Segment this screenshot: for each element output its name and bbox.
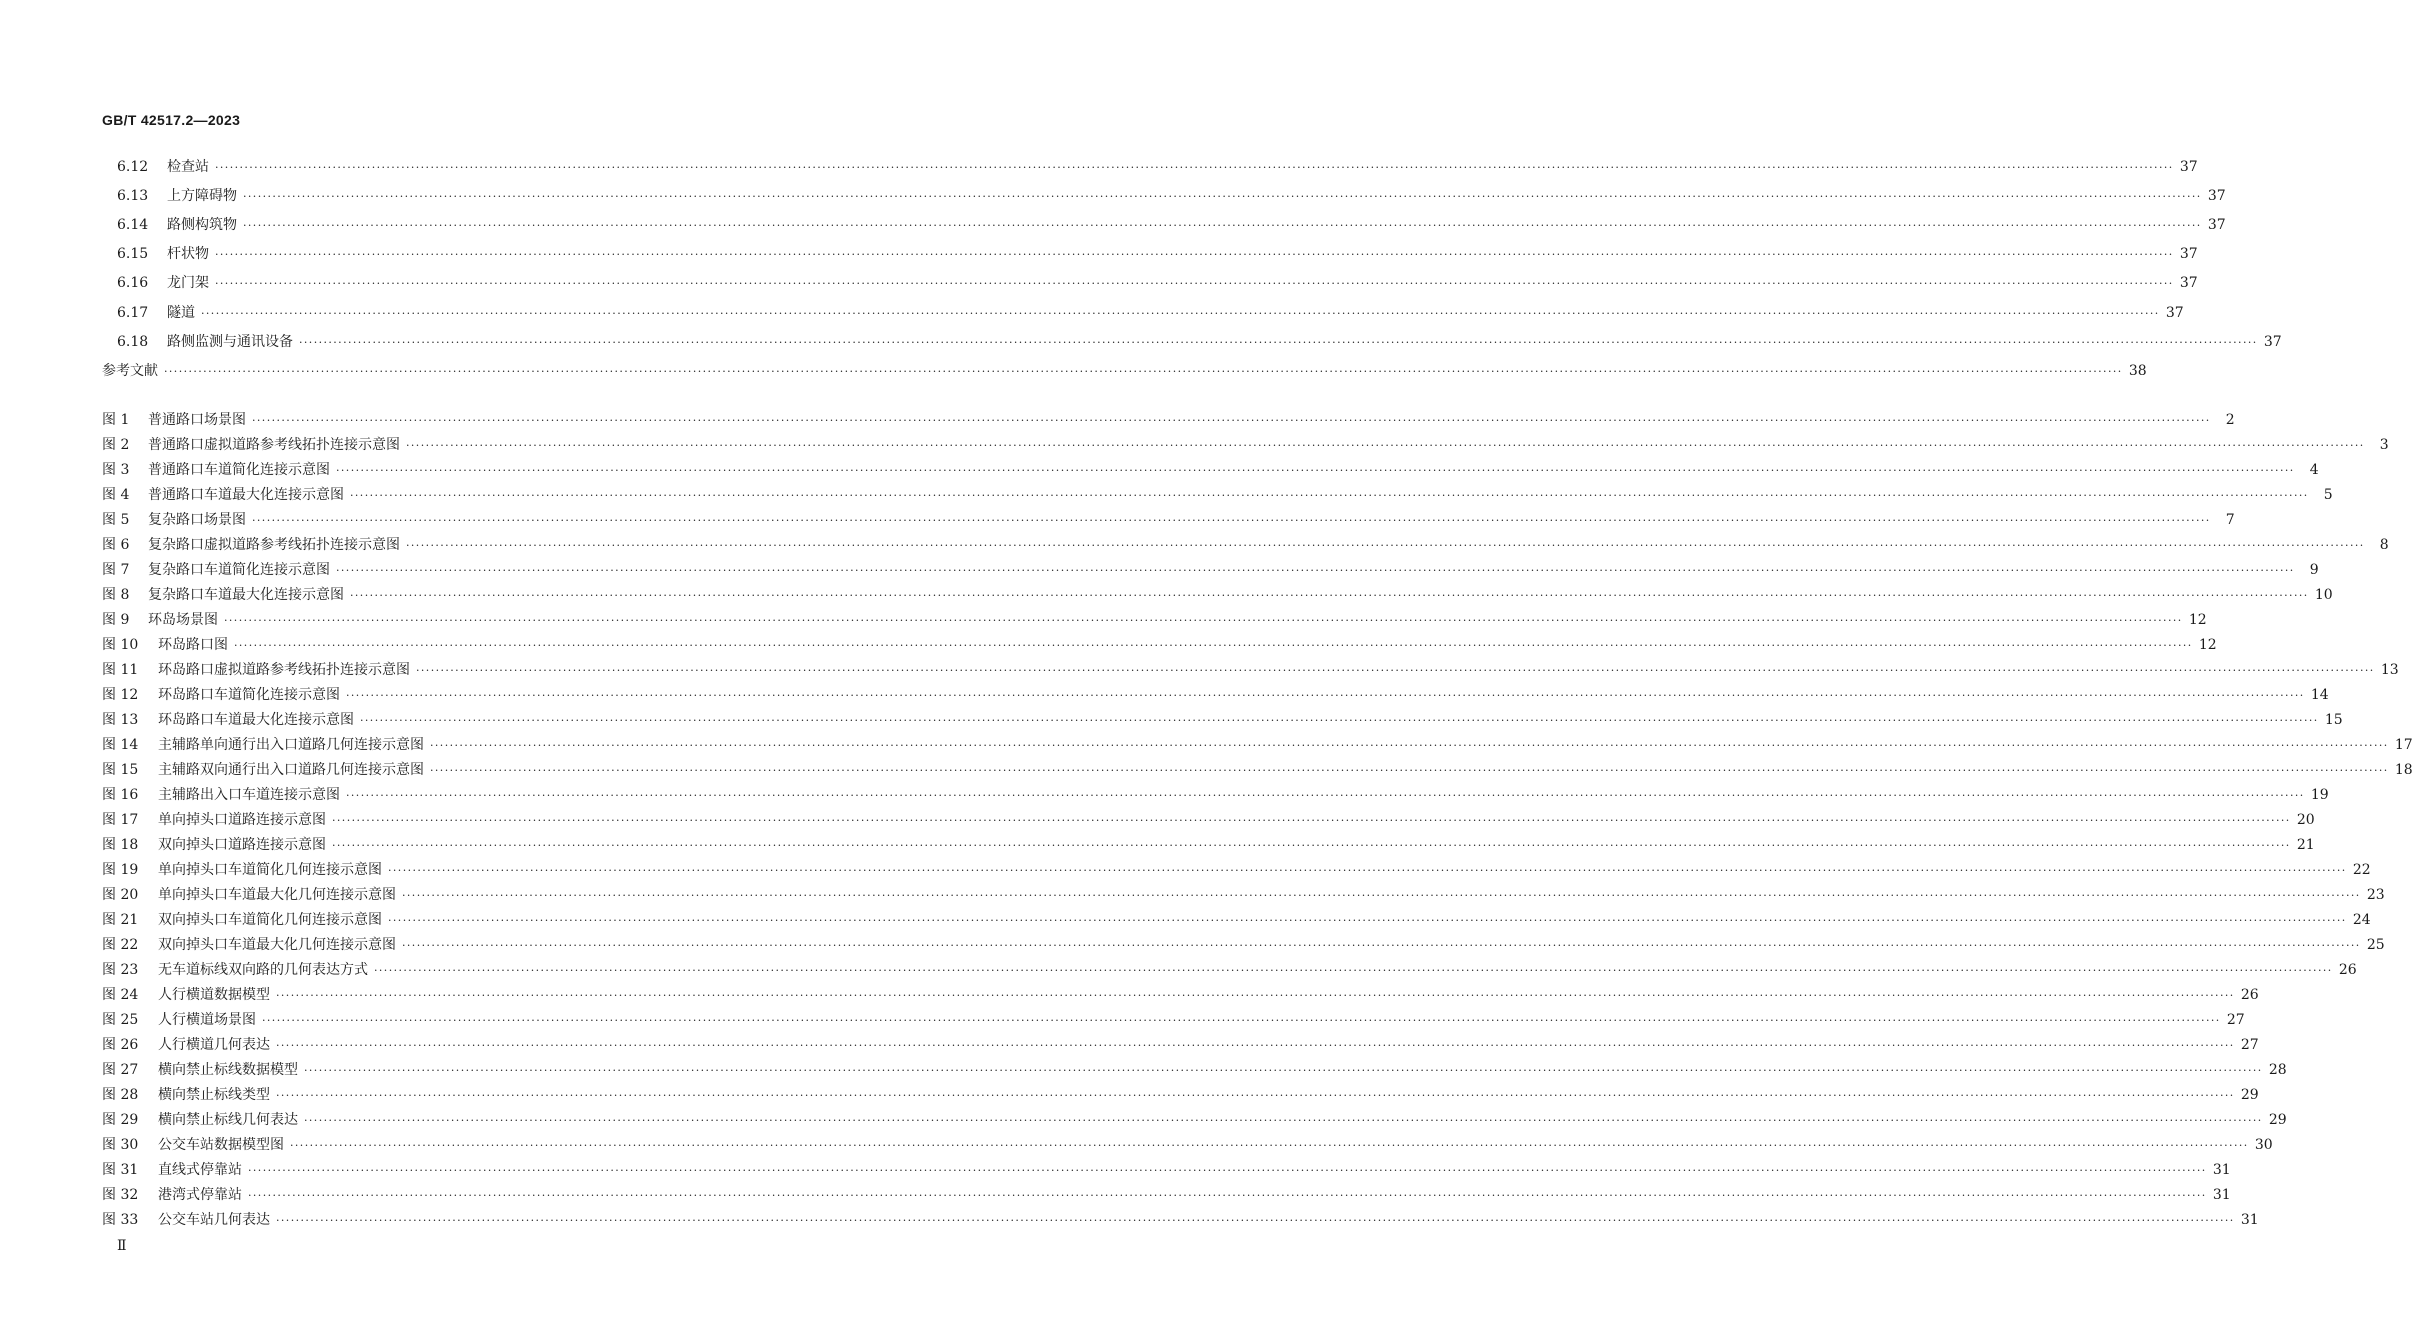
- leader-dots: ················································································································································································································································································································································································································: [406, 439, 2365, 452]
- figure-title: 无车道标线双向路的几何表达方式: [158, 962, 368, 978]
- figure-page: 18: [2394, 762, 2413, 778]
- leader-dots: ················································································································································································································································································································································································································: [276, 1039, 2235, 1052]
- figure-page: 29: [2268, 1112, 2287, 1128]
- figure-number: 图 30: [102, 1137, 139, 1153]
- leader-dots: ················································································································································································································································································································································································································: [360, 714, 2319, 727]
- section-page: 37: [2263, 333, 2282, 350]
- figure-number: 图 2: [102, 437, 130, 453]
- leader-dots: ················································································································································································································································································································································································································: [164, 365, 2123, 378]
- figure-page: 27: [2226, 1012, 2245, 1028]
- figure-page: 13: [2380, 662, 2399, 678]
- leader-dots: ················································································································································································································································································································································································································: [290, 1139, 2249, 1152]
- leader-dots: ················································································································································································································································································································································································································: [248, 1189, 2207, 1202]
- figure-number: 图 4: [102, 487, 130, 503]
- figure-number: 图 33: [102, 1212, 139, 1228]
- figure-toc-entry[interactable]: [102, 1185, 2231, 1205]
- leader-dots: ················································································································································································································································································································································································································: [350, 489, 2309, 502]
- figure-page: 28: [2268, 1062, 2287, 1078]
- figure-number: 图 21: [102, 912, 139, 928]
- figure-page: 9: [2309, 562, 2319, 578]
- figure-page: 7: [2225, 512, 2235, 528]
- figure-page: 31: [2212, 1162, 2231, 1178]
- figure-title: 双向掉头口车道最大化几何连接示意图: [158, 937, 396, 953]
- figure-toc-entry[interactable]: [102, 785, 2329, 805]
- figure-number: 图 25: [102, 1012, 139, 1028]
- leader-dots: ················································································································································································································································································································································································································: [215, 248, 2174, 262]
- figure-title: 环岛路口车道最大化连接示意图: [158, 712, 354, 728]
- figure-title: 双向掉头口车道简化几何连接示意图: [158, 912, 382, 928]
- figure-title: 复杂路口场景图: [148, 512, 246, 528]
- leader-dots: ················································································································································································································································································································································································································: [215, 161, 2174, 174]
- figure-number: 图 16: [102, 787, 139, 803]
- references-title: 参考文献: [102, 363, 158, 379]
- figure-toc-entry[interactable]: [102, 435, 2389, 455]
- figure-title: 直线式停靠站: [158, 1162, 242, 1178]
- leader-dots: ················································································································································································································································································································································································································: [276, 989, 2235, 1002]
- figure-number: 图 17: [102, 812, 139, 828]
- leader-dots: ················································································································································································································································································································································································································: [430, 764, 2389, 777]
- figure-toc-entry[interactable]: [102, 860, 2371, 880]
- section-toc-entry[interactable]: [117, 332, 2282, 352]
- section-number: 6.15: [117, 246, 149, 263]
- section-page: 37: [2207, 217, 2226, 234]
- figure-title: 人行横道场景图: [158, 1012, 256, 1028]
- section-number: 6.18: [117, 333, 149, 350]
- figure-toc-entry[interactable]: [102, 535, 2389, 555]
- section-title: 检查站: [167, 159, 209, 175]
- figure-page: 2: [2225, 412, 2235, 428]
- figure-title: 主辅路双向通行出入口道路几何连接示意图: [158, 762, 424, 778]
- figure-title: 横向禁止标线类型: [158, 1087, 270, 1103]
- section-page: 37: [2165, 304, 2184, 321]
- figure-title: 普通路口车道最大化连接示意图: [148, 487, 344, 503]
- section-number: 6.17: [117, 304, 149, 321]
- leader-dots: ················································································································································································································································································································································································································: [388, 864, 2347, 877]
- figure-number: 图 22: [102, 937, 139, 953]
- figure-title: 人行横道数据模型: [158, 987, 270, 1003]
- leader-dots: ················································································································································································································································································································································································································: [224, 614, 2183, 627]
- figure-number: 图 10: [102, 637, 139, 653]
- leader-dots: ················································································································································································································································································································································································································: [304, 1114, 2263, 1127]
- figure-number: 图 6: [102, 537, 130, 553]
- section-toc-entry[interactable]: [117, 273, 2198, 293]
- figure-toc-entry[interactable]: [102, 1010, 2245, 1030]
- figure-title: 主辅路出入口车道连接示意图: [158, 787, 340, 803]
- leader-dots: ················································································································································································································································································································································································································: [252, 414, 2211, 427]
- figure-number: 图 18: [102, 837, 139, 853]
- page-number-footer: Ⅱ: [117, 1238, 127, 1254]
- section-toc-entry[interactable]: [117, 244, 2198, 264]
- figure-number: 图 28: [102, 1087, 139, 1103]
- figure-title: 港湾式停靠站: [158, 1187, 242, 1203]
- figure-title: 公交车站数据模型图: [158, 1137, 284, 1153]
- section-title: 隧道: [167, 304, 195, 321]
- figure-number: 图 31: [102, 1162, 139, 1178]
- figure-title: 环岛路口虚拟道路参考线拓扑连接示意图: [158, 662, 410, 678]
- figure-toc-entry[interactable]: [102, 685, 2329, 705]
- figure-number: 图 9: [102, 612, 130, 628]
- figure-page: 14: [2310, 687, 2329, 703]
- figure-toc-entry[interactable]: [102, 1135, 2273, 1155]
- figure-number: 图 24: [102, 987, 139, 1003]
- section-number: 6.16: [117, 275, 149, 292]
- figure-toc-entry[interactable]: [102, 760, 2413, 780]
- figure-title: 复杂路口车道最大化连接示意图: [148, 587, 344, 603]
- figure-title: 普通路口虚拟道路参考线拓扑连接示意图: [148, 437, 400, 453]
- figure-toc-entry[interactable]: [102, 410, 2235, 430]
- leader-dots: ················································································································································································································································································································································································································: [201, 306, 2160, 320]
- section-title: 龙门架: [167, 275, 209, 292]
- figure-toc-entry[interactable]: [102, 1035, 2259, 1055]
- figure-number: 图 27: [102, 1062, 139, 1078]
- figure-page: 20: [2296, 812, 2315, 828]
- section-number: 6.12: [117, 159, 149, 175]
- leader-dots: ················································································································································································································································································································································································································: [402, 939, 2361, 952]
- figure-page: 8: [2379, 537, 2389, 553]
- section-number: 6.14: [117, 217, 149, 234]
- figure-toc-entry[interactable]: [102, 1160, 2231, 1180]
- figure-page: 4: [2309, 462, 2319, 478]
- leader-dots: ················································································································································································································································································································································································································: [243, 190, 2202, 204]
- figure-page: 27: [2240, 1037, 2259, 1053]
- references-page: 38: [2128, 363, 2147, 379]
- figure-toc-entry[interactable]: [102, 660, 2399, 680]
- section-title: 路侧监测与通讯设备: [167, 333, 293, 350]
- figure-title: 主辅路单向通行出入口道路几何连接示意图: [158, 737, 424, 753]
- figure-page: 26: [2240, 987, 2259, 1003]
- figure-title: 复杂路口车道简化连接示意图: [148, 562, 330, 578]
- figure-title: 单向掉头口车道简化几何连接示意图: [158, 862, 382, 878]
- figure-title: 公交车站几何表达: [158, 1212, 270, 1228]
- figure-page: 12: [2198, 637, 2217, 653]
- figure-toc-entry[interactable]: [102, 810, 2315, 830]
- leader-dots: ················································································································································································································································································································································································································: [346, 789, 2305, 802]
- figure-page: 17: [2394, 737, 2413, 753]
- leader-dots: ················································································································································································································································································································································································································: [430, 739, 2389, 752]
- figure-toc-entry[interactable]: [102, 935, 2385, 955]
- section-title: 路侧构筑物: [167, 217, 237, 234]
- section-toc-entry[interactable]: [117, 303, 2184, 323]
- figure-page: 24: [2352, 912, 2371, 928]
- figure-title: 环岛路口车道简化连接示意图: [158, 687, 340, 703]
- figure-toc-entry[interactable]: [102, 960, 2357, 980]
- leader-dots: ················································································································································································································································································································································································································: [374, 964, 2333, 977]
- figure-toc-entry[interactable]: [102, 885, 2385, 905]
- figure-page: 3: [2379, 437, 2389, 453]
- figure-number: 图 3: [102, 462, 130, 478]
- figure-title: 横向禁止标线数据模型: [158, 1062, 298, 1078]
- figure-title: 环岛场景图: [148, 612, 218, 628]
- leader-dots: ················································································································································································································································································································································································································: [332, 839, 2291, 852]
- figure-page: 25: [2366, 937, 2385, 953]
- section-page: 37: [2179, 246, 2198, 263]
- figure-page: 26: [2338, 962, 2357, 978]
- leader-dots: ················································································································································································································································································································································································································: [336, 564, 2295, 577]
- figure-title: 普通路口车道简化连接示意图: [148, 462, 330, 478]
- leader-dots: ················································································································································································································································································································································································································: [332, 814, 2291, 827]
- figure-number: 图 29: [102, 1112, 139, 1128]
- section-toc-entry[interactable]: [117, 215, 2226, 235]
- figure-toc-entry[interactable]: [102, 585, 2333, 605]
- leader-dots: ················································································································································································································································································································································································································: [215, 277, 2174, 291]
- figure-number: 图 12: [102, 687, 139, 703]
- figure-page: 10: [2314, 587, 2333, 603]
- figure-page: 29: [2240, 1087, 2259, 1103]
- figure-number: 图 5: [102, 512, 130, 528]
- leader-dots: ················································································································································································································································································································································································································: [276, 1214, 2235, 1227]
- leader-dots: ················································································································································································································································································································································································································: [276, 1089, 2235, 1102]
- figure-toc-entry[interactable]: [102, 610, 2207, 630]
- figure-page: 19: [2310, 787, 2329, 803]
- figure-toc-entry[interactable]: [102, 635, 2217, 655]
- figure-toc-entry[interactable]: [102, 985, 2259, 1005]
- leader-dots: ················································································································································································································································································································································································································: [346, 689, 2305, 702]
- figure-toc-entry[interactable]: [102, 710, 2343, 730]
- leader-dots: ················································································································································································································································································································································································································: [243, 219, 2202, 233]
- leader-dots: ················································································································································································································································································································································································································: [262, 1014, 2221, 1027]
- figure-title: 单向掉头口车道最大化几何连接示意图: [158, 887, 396, 903]
- leader-dots: ················································································································································································································································································································································································································: [402, 889, 2361, 902]
- leader-dots: ················································································································································································································································································································································································································: [406, 539, 2365, 552]
- figure-title: 环岛路口图: [158, 637, 228, 653]
- figure-toc-entry[interactable]: [102, 510, 2235, 530]
- figure-number: 图 23: [102, 962, 139, 978]
- figure-toc-entry[interactable]: [102, 735, 2413, 755]
- figure-toc-entry[interactable]: [102, 1210, 2259, 1230]
- leader-dots: ················································································································································································································································································································································································································: [252, 514, 2211, 527]
- figure-number: 图 13: [102, 712, 139, 728]
- figure-title: 横向禁止标线几何表达: [158, 1112, 298, 1128]
- figure-toc-entry[interactable]: [102, 560, 2319, 580]
- figure-toc-entry[interactable]: [102, 485, 2333, 505]
- leader-dots: ················································································································································································································································································································································································································: [248, 1164, 2207, 1177]
- figure-page: 23: [2366, 887, 2385, 903]
- figure-number: 图 7: [102, 562, 130, 578]
- figure-page: 30: [2254, 1137, 2273, 1153]
- leader-dots: ················································································································································································································································································································································································································: [234, 639, 2193, 652]
- section-page: 37: [2207, 188, 2226, 205]
- references-toc-entry[interactable]: [102, 361, 2147, 381]
- figure-number: 图 8: [102, 587, 130, 603]
- figure-toc-entry[interactable]: [102, 1060, 2287, 1080]
- figure-page: 5: [2323, 487, 2333, 503]
- figure-toc-entry[interactable]: [102, 1110, 2287, 1130]
- leader-dots: ················································································································································································································································································································································································································: [350, 589, 2309, 602]
- figure-number: 图 15: [102, 762, 139, 778]
- figure-toc-entry[interactable]: [102, 835, 2315, 855]
- section-page: 37: [2179, 159, 2198, 175]
- figure-toc-entry[interactable]: [102, 1085, 2259, 1105]
- figure-page: 21: [2296, 837, 2315, 853]
- section-page: 37: [2179, 275, 2198, 292]
- figure-page: 12: [2188, 612, 2207, 628]
- figure-number: 图 20: [102, 887, 139, 903]
- section-title: 杆状物: [167, 246, 209, 263]
- figure-page: 15: [2324, 712, 2343, 728]
- figure-page: 31: [2240, 1212, 2259, 1228]
- section-toc-entry[interactable]: [117, 186, 2226, 206]
- section-title: 上方障碍物: [167, 188, 237, 205]
- leader-dots: ················································································································································································································································································································································································································: [304, 1064, 2263, 1077]
- leader-dots: ················································································································································································································································································································································································································: [388, 914, 2347, 927]
- figure-title: 普通路口场景图: [148, 412, 246, 428]
- section-toc-entry[interactable]: [117, 157, 2198, 177]
- leader-dots: ················································································································································································································································································································································································································: [416, 664, 2375, 677]
- figure-title: 双向掉头口道路连接示意图: [158, 837, 326, 853]
- figure-toc-entry[interactable]: [102, 460, 2319, 480]
- leader-dots: ················································································································································································································································································································································································································: [299, 335, 2258, 349]
- section-number: 6.13: [117, 188, 149, 205]
- figure-title: 人行横道几何表达: [158, 1037, 270, 1053]
- figure-number: 图 1: [102, 412, 130, 428]
- figure-page: 22: [2352, 862, 2371, 878]
- figure-number: 图 32: [102, 1187, 139, 1203]
- figure-toc-entry[interactable]: [102, 910, 2371, 930]
- figure-number: 图 11: [102, 662, 139, 678]
- figure-number: 图 14: [102, 737, 139, 753]
- figure-title: 复杂路口虚拟道路参考线拓扑连接示意图: [148, 537, 400, 553]
- standard-id-header: GB/T 42517.2—2023: [102, 112, 241, 128]
- figure-page: 31: [2212, 1187, 2231, 1203]
- figure-number: 图 26: [102, 1037, 139, 1053]
- figure-title: 单向掉头口道路连接示意图: [158, 812, 326, 828]
- leader-dots: ················································································································································································································································································································································································································: [336, 464, 2295, 477]
- figure-number: 图 19: [102, 862, 139, 878]
